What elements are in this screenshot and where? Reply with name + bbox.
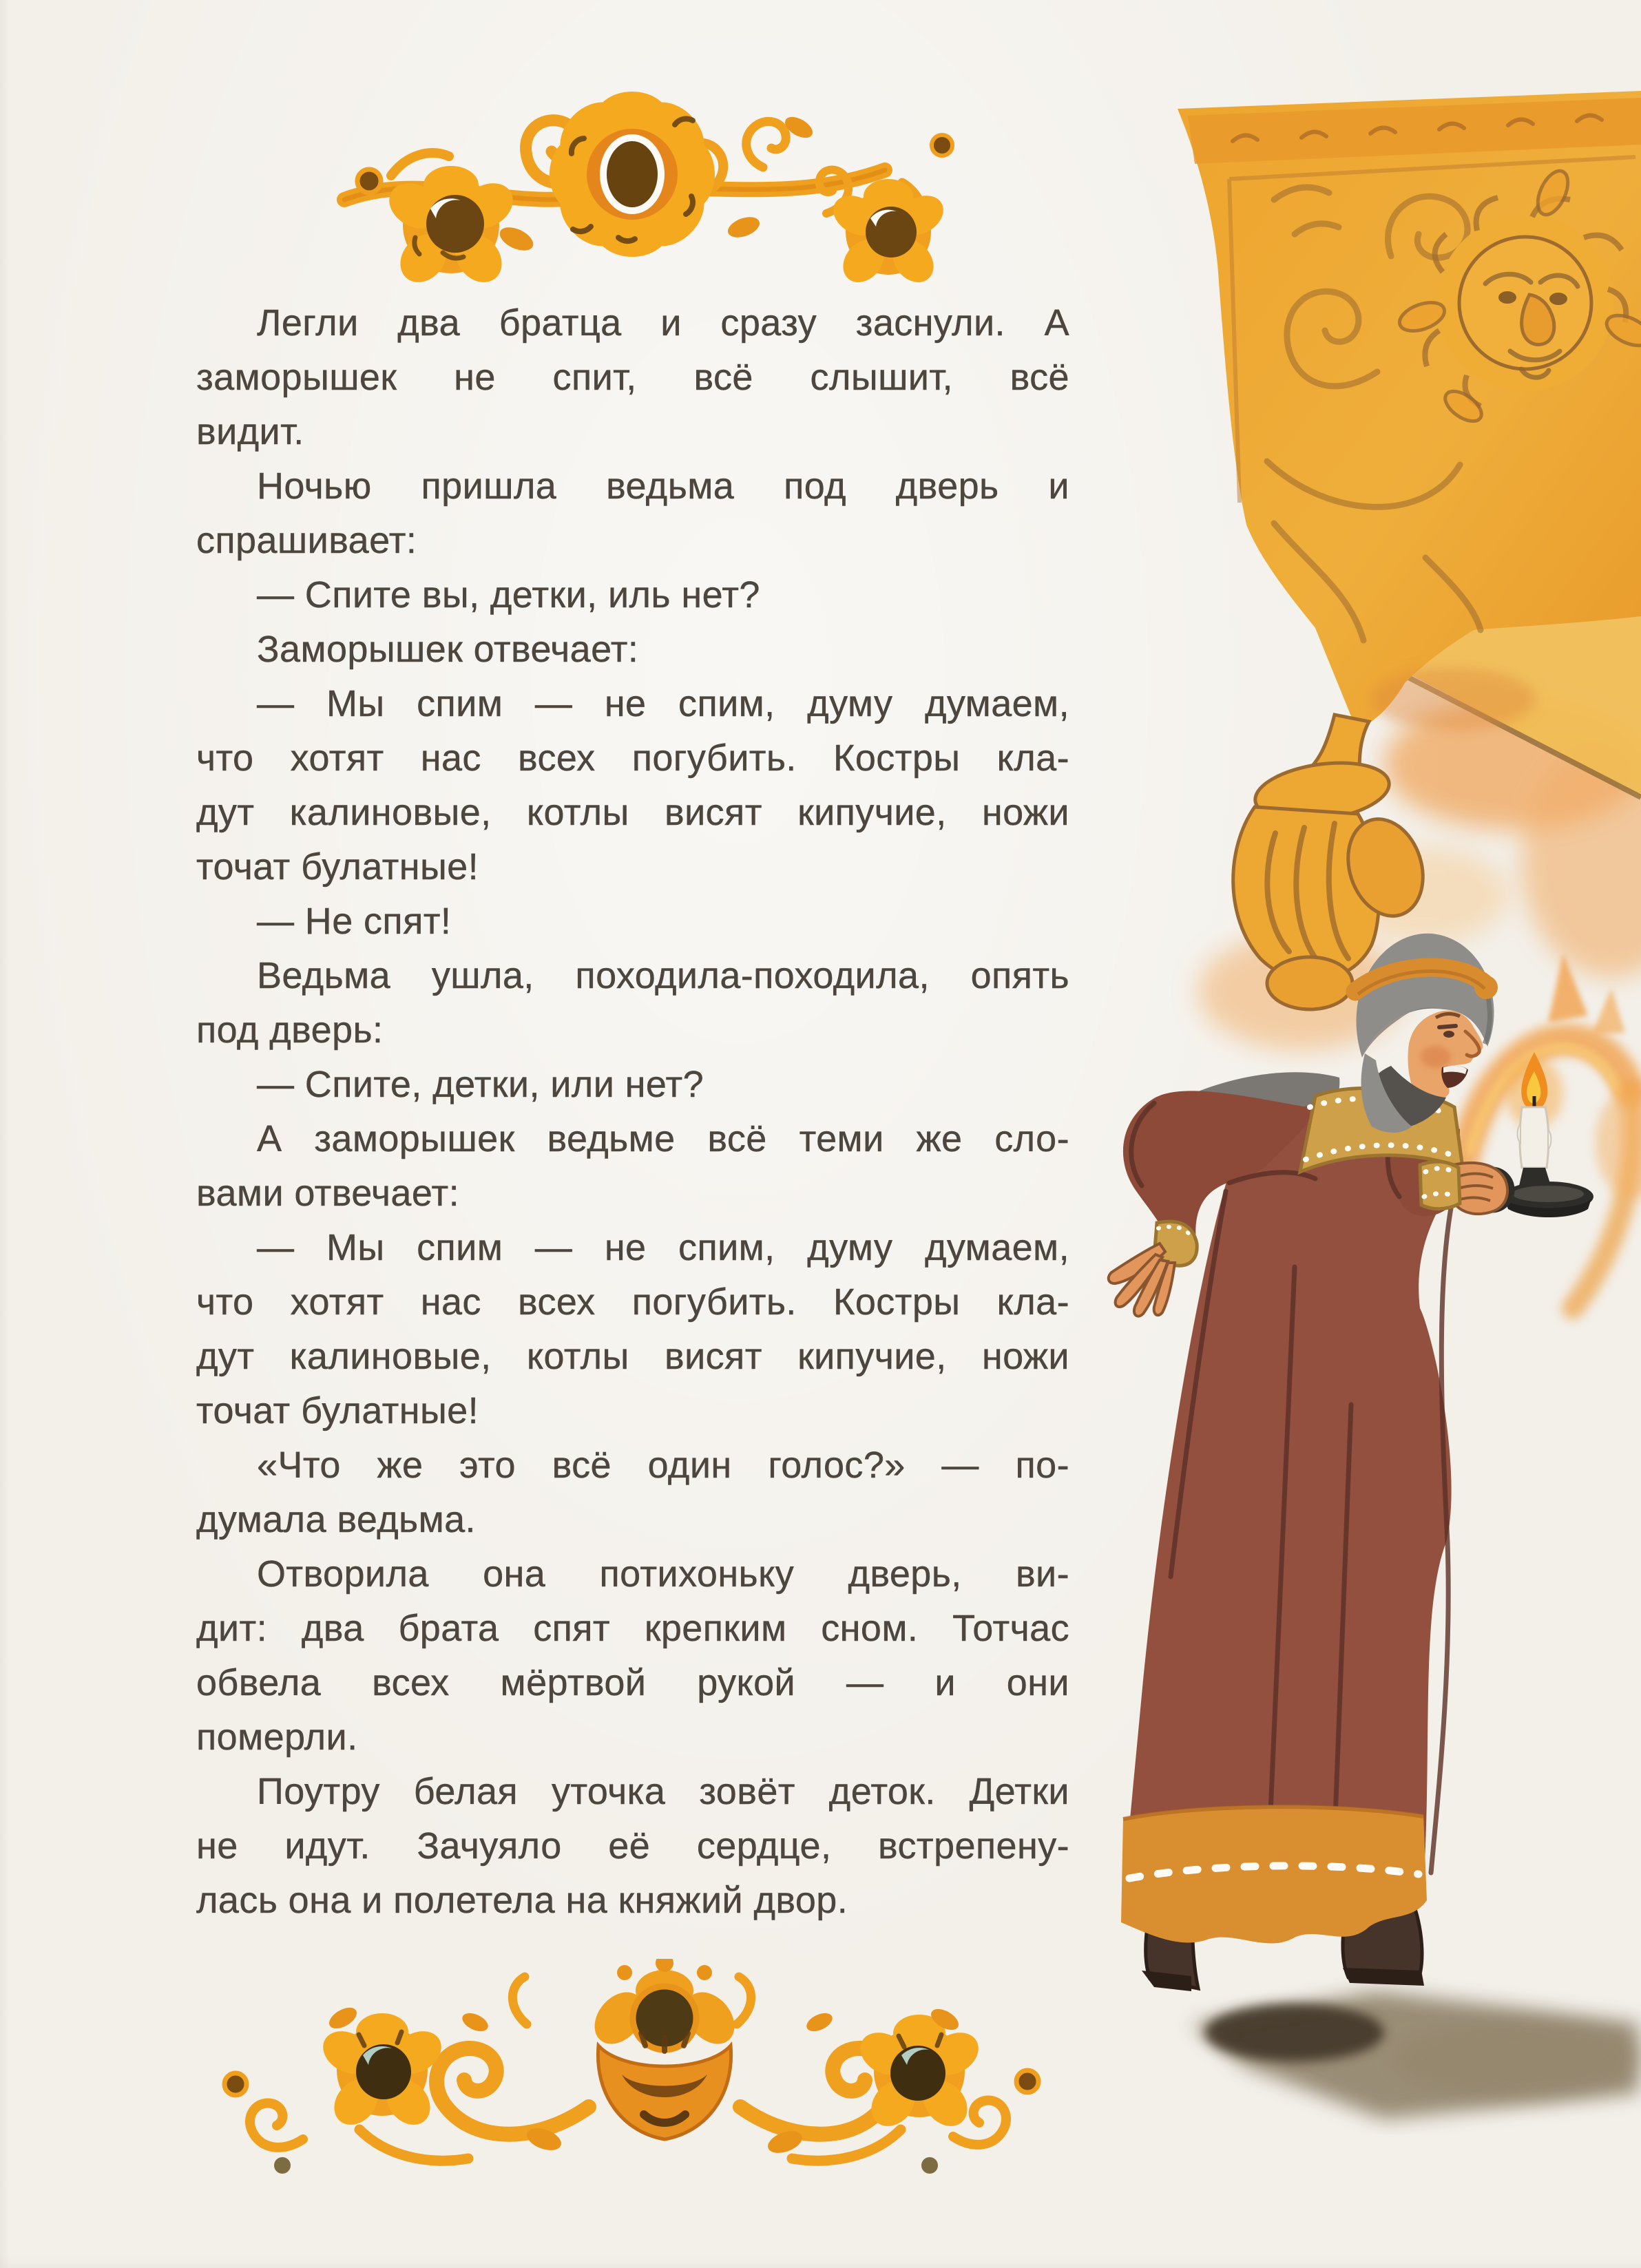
story-line: Поутру белая уточка зовёт деток. Детки <box>257 1771 1069 1812</box>
story-line: — Мы спим — не спим, думу думаем, <box>257 683 1069 724</box>
story-line: — Не спят! <box>257 901 452 942</box>
story-line: вами отвечает: <box>196 1173 460 1214</box>
story-line: что хотят нас всех погубить. Костры кла- <box>196 737 1069 779</box>
header-ornament <box>303 65 964 282</box>
ground-shadow <box>1191 1991 1639 2119</box>
berry-right <box>932 135 952 156</box>
story-line: точат булатные! <box>196 846 479 888</box>
story-line: померли. <box>196 1716 358 1758</box>
story-line: не идут. Зачуяло её сердце, встрепену- <box>196 1825 1069 1867</box>
story-line: Заморышек отвечает: <box>257 629 639 670</box>
story-line: что хотят нас всех погубить. Костры кла- <box>196 1281 1069 1323</box>
story-line: заморышек не спит, всё слышит, всё <box>196 357 1069 398</box>
berry-left <box>357 169 381 193</box>
flower-center <box>585 1959 744 2139</box>
story-line: Отворила она потихоньку дверь, ви- <box>257 1553 1069 1595</box>
story-line: — Спите, детки, или нет? <box>257 1064 704 1105</box>
story-line: точат булатные! <box>196 1390 479 1431</box>
story-line: — Спите вы, детки, иль нет? <box>257 574 760 616</box>
robe <box>1123 1091 1465 1900</box>
story-line: лась она и полетела на княжий двор. <box>196 1880 848 1921</box>
witch-illustration <box>1088 923 1641 2134</box>
flower-left <box>315 2013 449 2134</box>
footer-ornament <box>179 1959 1074 2190</box>
story-line: А заморышек ведьме всё теми же сло- <box>257 1118 1069 1159</box>
story-line: — Мы спим — не спим, думу думаем, <box>257 1227 1069 1268</box>
story-line: Легли два братца и сразу заснули. А <box>257 302 1069 344</box>
back-hand <box>1109 1221 1197 1316</box>
story-line: «Что же это всё один голос?» — по- <box>257 1445 1069 1486</box>
story-line: Ночью пришла ведьма под дверь и <box>257 465 1069 507</box>
story-text <box>196 296 1069 1928</box>
front-cuff <box>1420 1162 1460 1209</box>
flower-center <box>547 90 718 260</box>
story-line: дут калиновые, котлы висят кипучие, ножи <box>196 1336 1069 1377</box>
candle <box>1520 1107 1549 1168</box>
story-line: дит: два брата спят крепким сном. Тотчас <box>196 1608 1069 1649</box>
story-line: Ведьма ушла, походила-походила, опять <box>257 955 1069 996</box>
story-line: под дверь: <box>196 1009 384 1051</box>
story-line: дут калиновые, котлы висят кипучие, ножи <box>196 792 1069 833</box>
story-line: видит. <box>196 411 304 452</box>
story-line: обвела всех мёртвой рукой — и они <box>196 1662 1069 1703</box>
story-line: спрашивает: <box>196 520 417 561</box>
story-line: думала ведьма. <box>196 1499 476 1540</box>
